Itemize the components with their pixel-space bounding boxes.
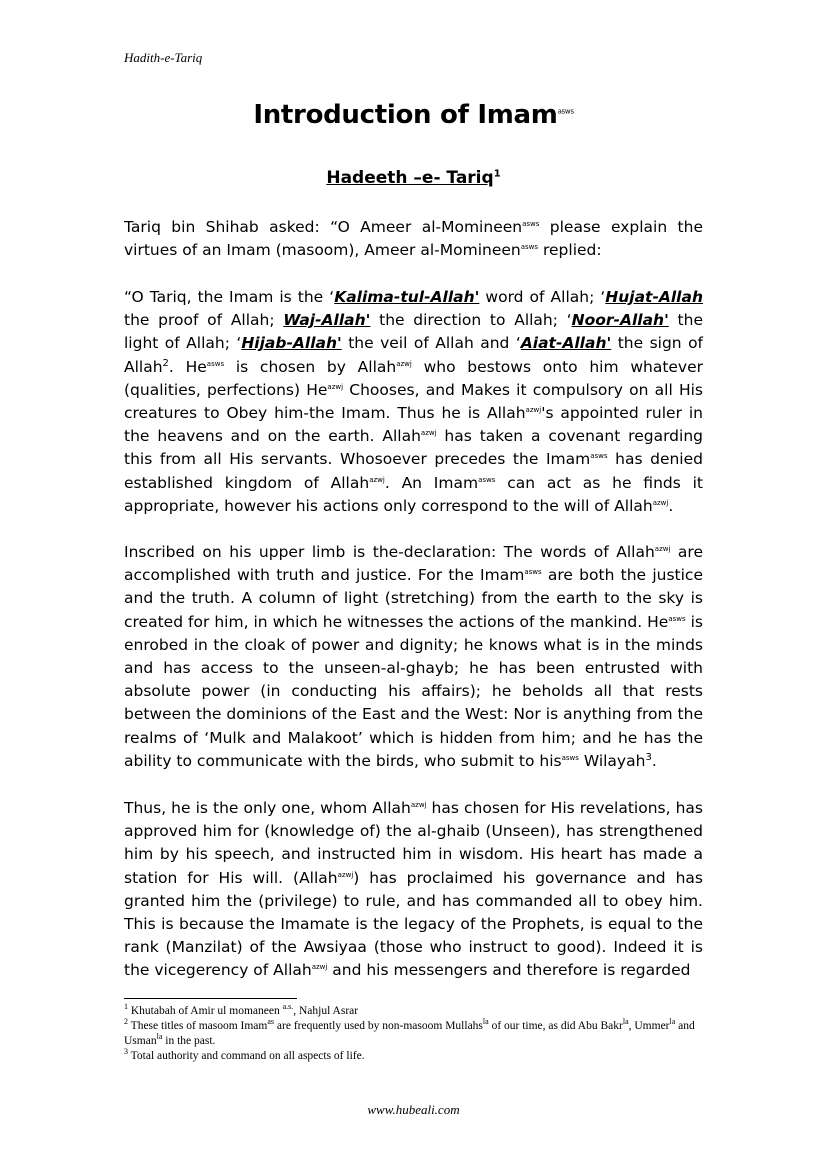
title-term: Hujat-Allah — [605, 288, 703, 306]
text-run: replied: — [538, 241, 602, 260]
footnote-text: Total authority and command on all aspects of life. — [128, 1050, 365, 1062]
honorific: azwj — [652, 498, 669, 507]
footnote-text: in the past. — [162, 1035, 216, 1047]
honorific: asws — [520, 243, 539, 252]
text-run: can act as he finds it appropriate, however his actions only correspond to the will of Allah — [124, 473, 703, 515]
footnote-number: 3 — [124, 1047, 128, 1057]
footnote-ref-2[interactable]: 2 — [162, 357, 169, 369]
running-head: Hadith-e-Tariq — [124, 50, 203, 65]
honorific: azwj — [525, 405, 542, 414]
text-run: “O Tariq, the Imam is the ‘ — [124, 288, 335, 306]
text-run: the veil of Allah and ‘ — [341, 334, 521, 353]
footnotes — [124, 1004, 703, 1064]
honorific: la — [669, 1017, 676, 1027]
footnote-text: and Usman — [124, 1020, 695, 1047]
paragraph-2 — [124, 286, 703, 518]
footnote-3 — [124, 1049, 703, 1064]
text-run: Tariq bin Shihab asked: “O Ameer al-Momineen — [124, 218, 523, 236]
honorific: azwj — [420, 429, 437, 438]
honorific: asws — [561, 753, 579, 762]
footnote-text: Khutabah of Amir ul momaneen — [128, 1005, 283, 1017]
footnote-text: are frequently used by non-masoom Mullahs — [274, 1020, 483, 1032]
text-run: has denied established kingdom of Allah — [124, 450, 703, 492]
title-honorific: asws — [557, 107, 574, 116]
honorific: azwj — [654, 544, 671, 553]
paragraph-3 — [124, 541, 703, 773]
honorific: azwj — [369, 475, 385, 484]
honorific: asws — [522, 219, 540, 228]
page-subtitle — [0, 168, 827, 188]
text-run: . — [651, 751, 657, 770]
text-run: . — [668, 496, 674, 515]
footnote-ref-3[interactable]: 3 — [645, 751, 652, 763]
text-run: . He — [168, 357, 207, 376]
honorific: azwj — [337, 870, 354, 879]
text-run: who bestows onto him whatever (qualities, perfections) He — [124, 357, 704, 399]
footnote-ref-1[interactable]: 1 — [493, 168, 501, 180]
title-term: Hijab-Allah' — [241, 334, 342, 353]
footnote-text: of our time, as did Abu Bakr — [488, 1020, 623, 1032]
honorific: asws — [590, 452, 608, 461]
subtitle-text: Hadeeth –e- Tariq — [326, 168, 494, 188]
honorific: asws — [206, 359, 225, 368]
title-term: Kalima-tul-Allah' — [334, 288, 480, 306]
text-run: are accomplished with truth and justice. For the Imam — [124, 543, 703, 585]
text-run: 's appointed ruler in the heavens and on the earth. Allah — [124, 404, 703, 446]
honorific: asws — [668, 614, 686, 623]
footer-url[interactable]: www.hubeali.com — [367, 1102, 460, 1117]
text-run: has chosen for His revelations, has approved him for (knowledge of) the al-ghaib (Unseen), has strengthened him by his speech, and instructed him in wisdom. His heart has made a station for His will. (Allah — [124, 799, 704, 887]
text-run: . An Imam — [384, 473, 479, 492]
paragraph-4 — [124, 797, 703, 983]
footnote-text: , Ummer — [628, 1020, 670, 1032]
honorific: asws — [478, 475, 496, 484]
honorific: as — [267, 1017, 275, 1027]
honorific: azwj — [396, 359, 412, 368]
honorific: la — [622, 1017, 629, 1027]
footnote-number: 2 — [124, 1017, 128, 1027]
title-term: Waj-Allah' — [283, 311, 371, 330]
honorific: la — [482, 1017, 489, 1027]
footnote-text: These titles of masoom Imam — [128, 1020, 268, 1032]
footnote-separator — [124, 998, 297, 999]
text-run: the direction to Allah; ‘ — [370, 311, 572, 330]
title-term: Aiat-Allah' — [520, 334, 612, 353]
text-run: is chosen by Allah — [224, 357, 397, 376]
text-run: word of Allah; ‘ — [479, 288, 606, 306]
title-term: Noor-Allah' — [571, 311, 669, 330]
text-run: and his messengers and therefore is regarded — [327, 961, 691, 980]
text-run: please explain the virtues of an Imam (masoom), Ameer al-Momineen — [124, 218, 703, 260]
text-run: the light of Allah; ‘ — [124, 311, 703, 353]
honorific: a.s. — [282, 1002, 294, 1012]
text-run: has taken a covenant regarding this from all His servants. Whosoever precedes the Imam — [124, 427, 703, 469]
page-title — [0, 100, 827, 130]
text-run: the proof of Allah; — [124, 311, 284, 330]
footnote-number: 1 — [124, 1002, 128, 1012]
text-run: Inscribed on his upper limb is the-declaration: The words of Allah — [124, 543, 655, 561]
footnote-text: , Nahjul Asrar — [293, 1005, 359, 1017]
text-run: the sign of Allah — [124, 334, 704, 376]
text-run: Chooses, and Makes it compulsory on all His creatures to Obey him-the Imam. Thus he is Allah — [124, 380, 703, 423]
honorific: azwj — [311, 963, 328, 972]
honorific: azwj — [410, 800, 427, 809]
text-run: is enrobed in the cloak of power and dignity; he knows what is in the minds and has access to the unseen-al-ghayb; he has been entrusted with absolute power (in conducting his affairs); he beholds all that rests between the dominions of the East and the West: Nor is anything from the realms of ‘Mulk and Malakoot’ which is hidden from him; and he has the ability to communicate with the birds, who submit to his — [124, 612, 703, 770]
text-run: Wilayah — [578, 751, 646, 770]
honorific: azwj — [327, 382, 344, 391]
text-run: are both the justice and the truth. A column of light (stretching) from the earth to the sky is created for him, in which he witnesses the actions of the mankind. He — [124, 566, 703, 631]
page-title-text: Introduction of Imam — [253, 100, 558, 130]
footnote-2 — [124, 1019, 703, 1049]
footnote-1 — [124, 1004, 703, 1019]
text-run: ) has proclaimed his governance and has granted him the (privilege) to rule, and has commanded all to obey him. This is because the Imamate is the legacy of the Prophets, is equal to the rank (Manzilat) of the Awsiyaa (those who instruct to good). Indeed it is the vicegerency of Allah — [124, 868, 703, 980]
text-run: Thus, he is the only one, whom Allah — [124, 799, 411, 817]
honorific: la — [156, 1032, 163, 1042]
paragraph-1 — [124, 216, 703, 262]
honorific: asws — [524, 568, 542, 577]
